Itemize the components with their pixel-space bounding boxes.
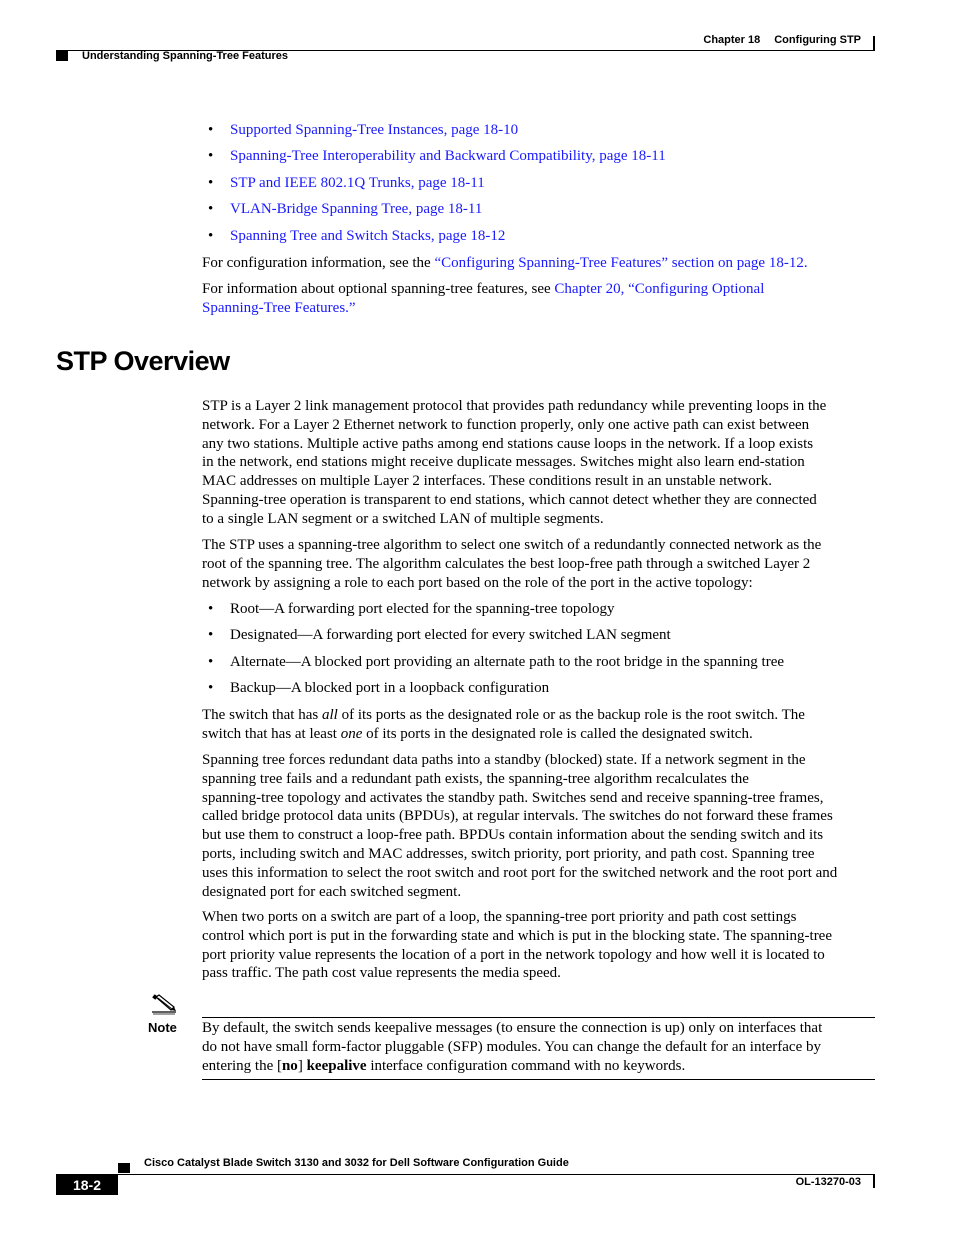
text-line: spanning-tree topology and activates the standby path. Switches send and receive spanning-tree frames, — [202, 789, 824, 806]
text-line: By default, the switch sends keepalive messages (to ensure the connection is up) only on interfaces that — [202, 1020, 823, 1036]
intro-link-list — [202, 121, 874, 245]
text-run: of its ports in the designated role is called the designated switch. — [362, 725, 753, 742]
chapter-label: Chapter 18 — [703, 34, 761, 46]
xref-link[interactable]: Spanning-Tree Interoperability and Backward Compatibility, page 18-11 — [230, 148, 666, 165]
text-line: control which port is put in the forwarding state and which is put in the blocking state. The spanning-tree — [202, 927, 832, 944]
bullet-icon: • — [208, 148, 214, 165]
port-roles-list — [202, 600, 874, 698]
text-line: When two ports on a switch are part of a loop, the spanning-tree port priority and path cost settings — [202, 909, 797, 925]
text-line: to a single LAN segment or a switched LAN of multiple segments. — [202, 510, 604, 527]
paragraph-root-switch — [202, 706, 874, 744]
section-title: STP Overview — [56, 346, 230, 376]
text-line: Spanning-tree operation is transparent to end stations, which cannot detect whether they are connected — [202, 491, 817, 508]
text-line: any two stations. Multiple active paths among end stations cause loops in the network. If a loop exists — [202, 435, 814, 452]
emphasis-text: one — [340, 725, 363, 742]
text-line: but use them to construct a loop-free path. BPDUs contain information about the sending switch and its — [202, 827, 824, 844]
optional-info-link-part2[interactable]: Spanning-Tree Features.” — [202, 299, 356, 316]
list-item — [202, 679, 874, 698]
text-line: uses this information to select the root switch and root port for the switched network and the root port and — [202, 864, 838, 881]
text-run: of its ports as the designated role or as the backup role is the root switch. The — [337, 707, 805, 723]
text-run: switch that has at least — [202, 725, 341, 742]
note-text — [202, 1019, 874, 1075]
text-line — [202, 725, 874, 744]
text-run: ] — [297, 1057, 307, 1074]
bullet-icon: • — [208, 680, 214, 697]
list-item — [202, 626, 874, 645]
list-item — [202, 653, 874, 672]
header-tick — [873, 36, 875, 51]
text-line: network. For a Layer 2 Ethernet network to function properly, only one active path can exist between — [202, 416, 810, 433]
optional-info-link-part1[interactable]: Chapter 20, “Configuring Optional — [554, 281, 765, 297]
bullet-icon: • — [208, 653, 214, 670]
running-header-chapter — [703, 34, 861, 46]
text-run: interface configuration command with no keywords. — [366, 1057, 686, 1074]
text-line: called bridge protocol data units (BPDUs), at regular intervals. The switches do not forward these frames — [202, 808, 833, 825]
footer-block — [118, 1163, 130, 1173]
text-line: The STP uses a spanning-tree algorithm to select one switch of a redundantly connected network as the — [202, 537, 822, 553]
bullet-icon: • — [208, 201, 214, 218]
list-item — [202, 227, 874, 246]
list-item — [202, 147, 874, 166]
command-keyword: keepalive — [306, 1057, 367, 1074]
text-line: STP is a Layer 2 link management protocol that provides path redundancy while preventing loops in the — [202, 398, 827, 414]
footer-guide-title: Cisco Catalyst Blade Switch 3130 and 3032 for Dell Software Configuration Guide — [144, 1157, 569, 1169]
note-rule-top — [202, 1017, 875, 1018]
paragraph-stp-intro — [202, 397, 874, 529]
paragraph-port-priority — [202, 908, 874, 983]
text-line: designated port for each switched segment. — [202, 883, 462, 900]
page-number: 18-2 — [56, 1175, 118, 1195]
bullet-icon: • — [208, 227, 214, 244]
text-line: in the network, end stations might receive duplicate messages. Switches might also learn end-station — [202, 454, 805, 471]
text-line: MAC addresses on multiple Layer 2 interfaces. These conditions result in an unstable network. — [202, 473, 772, 490]
footer-rule — [56, 1174, 875, 1175]
text-line: spanning tree fails and a redundant path exists, the spanning-tree algorithm recalculates the — [202, 770, 749, 787]
note-pencil-icon — [150, 994, 178, 1016]
chapter-title: Configuring STP — [774, 34, 861, 46]
role-text: Backup—A blocked port in a loopback configuration — [230, 680, 550, 697]
header-block — [56, 51, 68, 61]
bullet-icon: • — [208, 601, 214, 617]
role-text: Root—A forwarding port elected for the spanning-tree topology — [230, 601, 615, 617]
text-line — [202, 1057, 874, 1076]
bullet-icon: • — [208, 122, 214, 138]
footer-tick — [873, 1174, 875, 1188]
text-line: pass traffic. The path cost value represents the media speed. — [202, 965, 561, 982]
note-rule-bottom — [202, 1079, 875, 1080]
list-item — [202, 600, 874, 619]
text-line: root of the spanning tree. The algorithm calculates the best loop-free path through a switched Layer 2 — [202, 555, 811, 572]
text-line: Spanning tree forces redundant data paths into a standby (blocked) state. If a network segment in the — [202, 752, 806, 768]
text-line: do not have small form-factor pluggable (SFP) modules. You can change the default for an interface by — [202, 1038, 821, 1055]
emphasis-text: all — [321, 707, 338, 723]
role-text: Designated—A forwarding port elected for every switched LAN segment — [230, 627, 671, 644]
running-header-section: Understanding Spanning-Tree Features — [82, 50, 288, 62]
optional-info-text: For information about optional spanning-tree features, see — [202, 281, 555, 297]
text-line: ports, including switch and MAC addresses, switch priority, port priority, and path cost. Spanning tree — [202, 845, 815, 862]
paragraph-stp-algorithm — [202, 536, 874, 592]
note-label: Note — [148, 1020, 177, 1035]
xref-link[interactable]: Supported Spanning-Tree Instances, page 18-10 — [230, 122, 519, 138]
xref-link[interactable]: VLAN-Bridge Spanning Tree, page 18-11 — [230, 201, 483, 218]
config-info-text: For configuration information, see the — [202, 255, 435, 271]
config-info-link[interactable]: “Configuring Spanning-Tree Features” section on page 18-12. — [434, 255, 808, 271]
command-keyword: no — [281, 1057, 298, 1074]
text-line: port priority value represents the location of a port in the network topology and how well it is located to — [202, 946, 825, 963]
config-info-paragraph — [202, 254, 874, 273]
bullet-icon: • — [208, 627, 214, 644]
bullet-icon: • — [208, 174, 214, 191]
footer-doc-number: OL-13270-03 — [795, 1176, 861, 1188]
optional-info-paragraph — [202, 280, 874, 318]
list-item — [202, 200, 874, 219]
xref-link[interactable]: STP and IEEE 802.1Q Trunks, page 18-11 — [230, 174, 485, 191]
list-item — [202, 174, 874, 193]
xref-link[interactable]: Spanning Tree and Switch Stacks, page 18-12 — [230, 227, 506, 244]
text-run: entering the [ — [202, 1057, 282, 1074]
text-line: network by assigning a role to each port based on the role of the port in the active topology: — [202, 574, 753, 591]
paragraph-bpdu — [202, 751, 874, 901]
list-item — [202, 121, 874, 140]
text-run: The switch that has — [202, 707, 322, 723]
text-line — [202, 706, 874, 725]
role-text: Alternate—A blocked port providing an alternate path to the root bridge in the spanning tree — [230, 653, 785, 670]
